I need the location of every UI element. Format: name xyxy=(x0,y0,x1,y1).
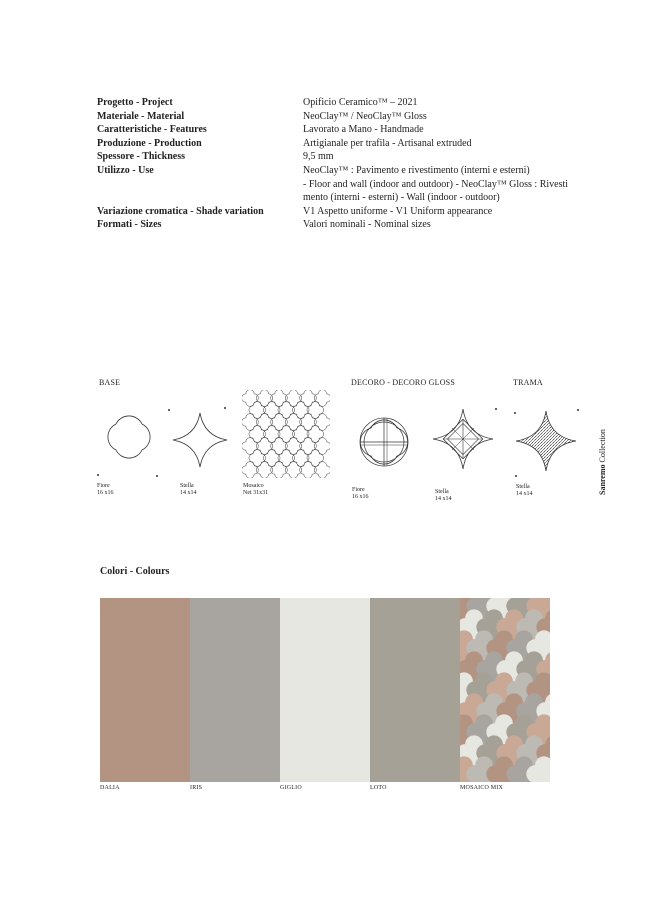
mosaico-cell xyxy=(278,402,295,419)
spec-value: Opificio Ceramico™ – 2021 xyxy=(303,97,418,108)
spec-row xyxy=(97,123,577,137)
decoro-fiore-tile-icon xyxy=(350,404,418,480)
spec-row xyxy=(97,205,577,219)
mosaico-cell xyxy=(285,414,302,431)
mosaico-caption: Mosaico Net 31x31 xyxy=(243,483,269,496)
mosaico-cell xyxy=(300,390,317,406)
mosaico-cell xyxy=(307,426,324,443)
decoro-stella-caption: Stella 14 x14 xyxy=(435,489,452,502)
mosaico-cell xyxy=(263,450,280,467)
spec-row xyxy=(97,150,577,164)
colours-title: Colori - Colours xyxy=(100,566,170,577)
mosaico-cell xyxy=(285,462,302,478)
mosaico-cell xyxy=(285,390,302,406)
mosaico-cell xyxy=(256,462,273,478)
spec-value: V1 Aspetto uniforme - V1 Uniform appearance xyxy=(303,205,493,217)
spec-row xyxy=(97,178,577,192)
fiore-tile-icon xyxy=(96,404,162,470)
spec-label xyxy=(97,191,303,205)
spec-value: Lavorato a Mano - Handmade xyxy=(303,124,424,136)
collection-suffix: Collection xyxy=(598,429,607,465)
spec-label: Utilizzo - Use xyxy=(97,164,154,176)
mosaico-cell xyxy=(271,414,288,431)
spec-value: NeoClay™ : Pavimento e rivestimento (interni e esterni) xyxy=(303,164,530,176)
spec-row xyxy=(97,137,577,151)
spec-row xyxy=(97,96,577,110)
mosaico-cell xyxy=(242,462,258,478)
stella-tile-icon xyxy=(170,410,230,470)
mosaico-cell xyxy=(271,390,288,406)
swatch-dalia xyxy=(100,598,190,782)
mosaico-cell xyxy=(242,390,258,406)
mosaico-cell xyxy=(249,426,266,443)
mosaico-cell xyxy=(300,462,317,478)
decoro-stella-tile-icon xyxy=(430,406,496,472)
spec-label: Variazione cromatica - Shade variation xyxy=(97,205,264,217)
mosaico-net-icon xyxy=(242,390,330,478)
spec-value: NeoClay™ / NeoClay™ Gloss xyxy=(303,110,427,122)
spec-label xyxy=(97,178,303,192)
spec-value: Artigianale per trafila - Artisanal extruded xyxy=(303,137,472,149)
mosaico-cell xyxy=(285,438,302,455)
spec-value: 9,5 mm xyxy=(303,151,334,163)
mosaico-cell xyxy=(292,402,309,419)
mosaico-cell xyxy=(307,402,324,419)
section-base-heading: BASE xyxy=(99,378,121,387)
swatch-iris xyxy=(190,598,280,782)
stella-caption: Stella 14 x14 xyxy=(180,483,197,496)
registration-dot xyxy=(515,475,517,477)
mosaico-cell xyxy=(278,450,295,467)
mosaico-cell xyxy=(263,402,280,419)
spec-value: Valori nominali - Nominal sizes xyxy=(303,219,431,231)
registration-dot xyxy=(224,407,226,409)
spec-label: Formati - Sizes xyxy=(97,219,162,231)
section-trama-heading: TRAMA xyxy=(513,378,543,387)
collection-label xyxy=(597,407,611,497)
mosaico-cell xyxy=(271,438,288,455)
mosaico-cell xyxy=(307,450,324,467)
swatch-label-iris: IRIS xyxy=(190,785,203,791)
mosaico-cell xyxy=(256,390,273,406)
swatch-label-dalia: DALIA xyxy=(100,785,120,791)
mosaico-cell xyxy=(256,438,273,455)
trama-stella-caption: Stella 14 x14 xyxy=(516,484,533,497)
registration-dot xyxy=(97,474,99,476)
spec-label: Produzione - Production xyxy=(97,137,202,149)
mosaico-cell xyxy=(249,450,266,467)
mosaico-cell xyxy=(278,426,295,443)
swatch-giglio xyxy=(280,598,370,782)
registration-dot xyxy=(156,475,158,477)
spec-label: Caratteristiche - Features xyxy=(97,124,207,136)
mosaico-cell xyxy=(300,414,317,431)
spec-value: - Floor and wall (indoor and outdoor) - NeoClay™ Gloss : Rivesti xyxy=(303,178,569,190)
mosaico-cell xyxy=(249,402,266,419)
swatch-mosaico-mix xyxy=(460,598,550,782)
mosaico-cell xyxy=(263,426,280,443)
mosaico-cell xyxy=(292,426,309,443)
spec-row xyxy=(97,218,577,232)
spec-label: Progetto - Project xyxy=(97,97,173,108)
mosaico-cell xyxy=(300,438,317,455)
swatch-label-mosaico-mix: MOSAICO MIX xyxy=(460,785,504,791)
mosaico-cell xyxy=(242,438,258,455)
fiore-caption: Fiore 16 x16 xyxy=(97,483,114,496)
section-decoro-heading: DECORO - DECORO GLOSS xyxy=(351,378,455,387)
trama-stella-tile-icon xyxy=(513,408,579,474)
mosaico-cell xyxy=(292,450,309,467)
spec-row xyxy=(97,110,577,124)
decoro-fiore-caption: Fiore 16 x16 xyxy=(352,487,369,500)
mosaico-cell xyxy=(242,414,258,431)
mosaico-cell xyxy=(256,414,273,431)
mosaico-cell xyxy=(271,462,288,478)
spec-label: Materiale - Material xyxy=(97,110,185,122)
spec-label: Spessore - Thickness xyxy=(97,151,185,163)
collection-name: Sanremo xyxy=(598,464,607,495)
spec-value: mento (interni - esterni) - Wall (indoor - outdoor) xyxy=(303,192,500,204)
spec-row xyxy=(97,164,577,178)
swatch-label-giglio: GIGLIO xyxy=(280,785,302,791)
swatch-loto xyxy=(370,598,460,782)
spec-table xyxy=(97,96,577,232)
swatch-label-loto: LOTO xyxy=(370,785,387,791)
spec-row xyxy=(97,191,577,205)
